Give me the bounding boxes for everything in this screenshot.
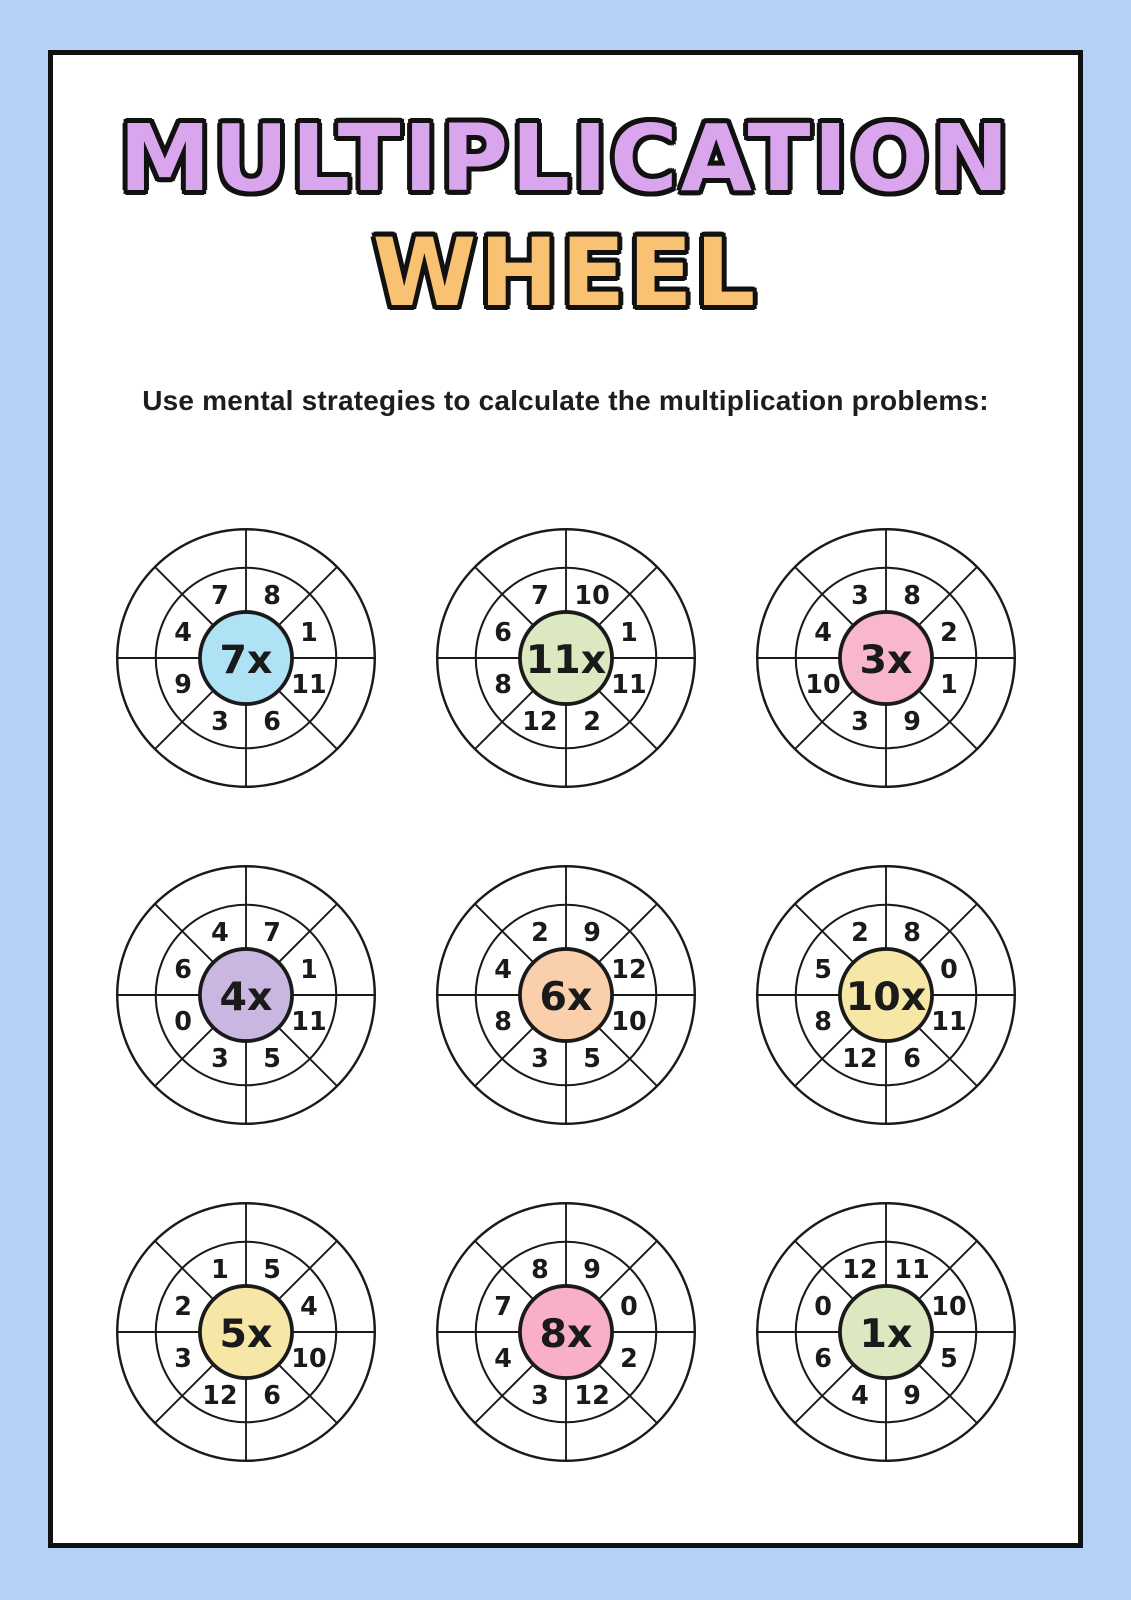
wheel-hub-label: 7x [219,636,272,683]
inner-number: 4 [173,616,192,647]
wheel-graphic-8x [425,1191,707,1473]
inner-number: 8 [493,669,512,700]
worksheet-title-line2: WHEEL [372,219,759,328]
multiplication-wheel-4x [105,854,387,1136]
inner-number: 7 [493,1290,512,1321]
inner-number: 3 [173,1343,192,1374]
wheel-hub-label: 8x [539,1310,592,1357]
inner-number: 6 [262,705,281,736]
inner-number: 12 [610,953,647,984]
inner-number: 4 [299,1290,318,1321]
inner-number: 1 [299,953,318,984]
inner-number: 10 [610,1006,647,1037]
multiplication-wheel-5x [105,1191,387,1473]
inner-number: 10 [804,669,841,700]
inner-number: 3 [210,705,229,736]
wheel-graphic-5x [105,1191,387,1473]
inner-number: 8 [902,917,921,948]
inner-number: 12 [841,1254,878,1285]
inner-number: 9 [902,705,921,736]
inner-number: 11 [930,1006,967,1037]
inner-number: 12 [201,1379,238,1410]
multiplication-wheel-7x [105,517,387,799]
inner-number: 10 [930,1290,967,1321]
inner-number: 11 [893,1254,930,1285]
inner-number: 7 [262,917,281,948]
inner-number: 3 [530,1379,549,1410]
multiplication-wheel-3x [745,517,1027,799]
inner-number: 5 [939,1343,958,1374]
inner-number: 5 [582,1042,601,1073]
inner-number: 4 [850,1379,869,1410]
inner-number: 4 [493,953,512,984]
wheel-graphic-6x [425,854,707,1136]
inner-number: 8 [530,1254,549,1285]
inner-number: 9 [902,1379,921,1410]
inner-number: 11 [610,669,647,700]
inner-number: 6 [173,953,192,984]
inner-number: 2 [530,917,549,948]
instruction-text: Use mental strategies to calculate the multiplication problems: [142,385,989,416]
inner-number: 9 [582,917,601,948]
inner-number: 4 [210,917,229,948]
inner-number: 2 [173,1290,192,1321]
wheel-hub-label: 5x [219,1310,272,1357]
inner-number: 10 [573,580,610,611]
inner-number: 2 [939,616,958,647]
multiplication-wheel-10x [745,854,1027,1136]
inner-number: 5 [262,1042,281,1073]
inner-number: 3 [850,580,869,611]
inner-number: 12 [841,1042,878,1073]
inner-number: 6 [813,1343,832,1374]
inner-number: 5 [262,1254,281,1285]
inner-number: 12 [573,1379,610,1410]
inner-number: 6 [262,1379,281,1410]
inner-number: 9 [582,1254,601,1285]
inner-number: 0 [173,1006,192,1037]
inner-number: 8 [262,580,281,611]
inner-number: 1 [939,669,958,700]
multiplication-wheel-6x [425,854,707,1136]
inner-number: 9 [173,669,192,700]
inner-number: 6 [493,616,512,647]
inner-number: 2 [619,1343,638,1374]
wheel-graphic-3x [745,517,1027,799]
wheel-graphic-4x [105,854,387,1136]
multiplication-wheel-1x [745,1191,1027,1473]
inner-number: 12 [521,705,558,736]
wheel-hub-label: 1x [859,1310,912,1357]
inner-number: 8 [813,1006,832,1037]
wheel-hub-label: 6x [539,973,592,1020]
multiplication-wheel-8x [425,1191,707,1473]
inner-number: 3 [530,1042,549,1073]
inner-number: 0 [939,953,958,984]
wheel-hub-label: 10x [845,973,926,1020]
wheel-hub-label: 11x [525,636,606,683]
inner-number: 1 [210,1254,229,1285]
wheel-hub-label: 4x [219,973,272,1020]
worksheet-title-line1: MULTIPLICATION [119,105,1012,212]
inner-number: 1 [299,616,318,647]
inner-number: 3 [850,705,869,736]
wheel-grid [53,517,1078,1473]
inner-number: 1 [619,616,638,647]
inner-number: 4 [813,616,832,647]
inner-number: 7 [210,580,229,611]
inner-number: 0 [813,1290,832,1321]
wheel-graphic-11x [425,517,707,799]
inner-number: 2 [850,917,869,948]
inner-number: 6 [902,1042,921,1073]
inner-number: 5 [813,953,832,984]
inner-number: 3 [210,1042,229,1073]
wheel-graphic-7x [105,517,387,799]
inner-number: 8 [902,580,921,611]
inner-number: 2 [582,705,601,736]
inner-number: 8 [493,1006,512,1037]
inner-number: 7 [530,580,549,611]
inner-number: 4 [493,1343,512,1374]
wheel-hub-label: 3x [859,636,912,683]
inner-number: 10 [290,1343,327,1374]
worksheet-page [48,50,1083,1548]
wheel-graphic-10x [745,854,1027,1136]
wheel-graphic-1x [745,1191,1027,1473]
inner-number: 11 [290,669,327,700]
multiplication-wheel-11x [425,517,707,799]
inner-number: 0 [619,1290,638,1321]
inner-number: 11 [290,1006,327,1037]
